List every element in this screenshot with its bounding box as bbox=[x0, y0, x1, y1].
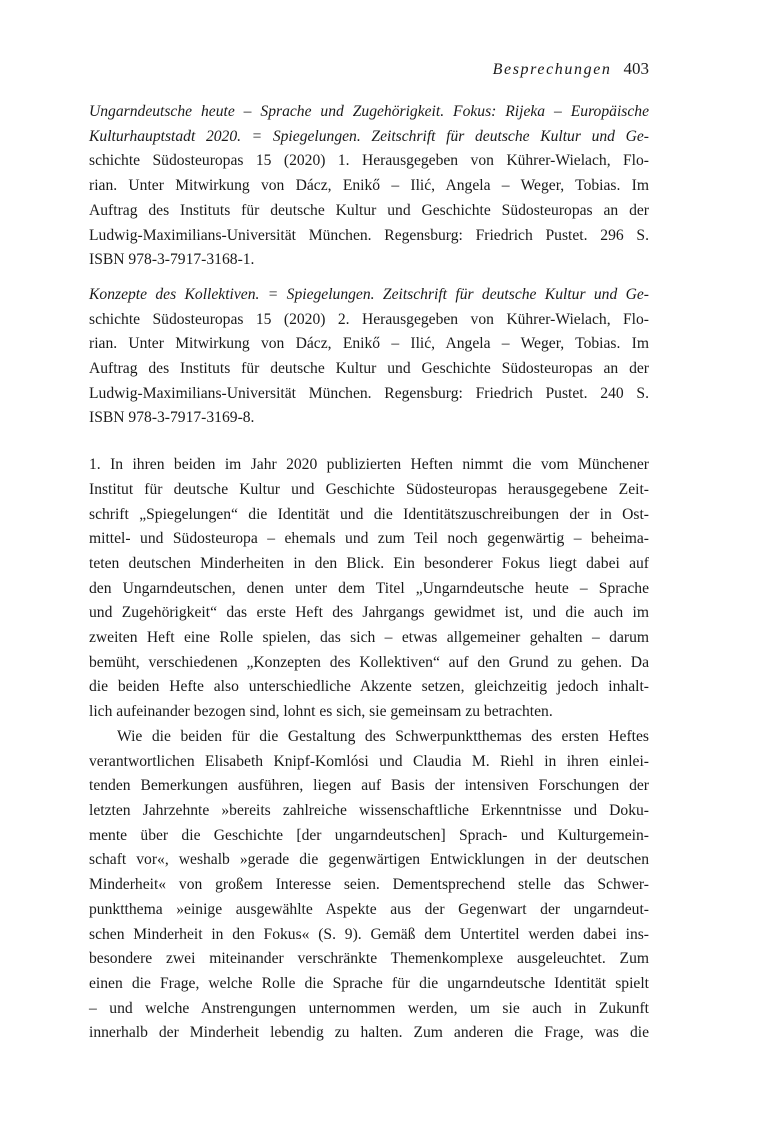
text-line: Konzepte des Kollektiven. = Spiegelungen. Zeitschrift für deutsche Kultur und Ge- bbox=[89, 285, 649, 303]
text-line: schichte Südosteuropas 15 (2020) 1. Herausgegeben von Kührer-Wielach, Flo- bbox=[89, 152, 649, 170]
text-line: Minderheit« von großem Interesse seien. Dementsprechend stelle das Schwer- bbox=[89, 876, 649, 894]
text-line: ISBN 978-3-7917-3169-8. bbox=[89, 409, 255, 427]
text-line: – und welche Anstrengungen unternommen werden, um sie auch in Zukunft bbox=[89, 999, 649, 1017]
text-line: schaft vor«, weshalb »gerade die gegenwärtigen Entwicklungen in der deutschen bbox=[89, 851, 649, 869]
text-line: rian. Unter Mitwirkung von Dácz, Enikő – Ilić, Angela – Weger, Tobias. Im bbox=[89, 335, 649, 353]
text-line: Auftrag des Instituts für deutsche Kultur und Geschichte Südosteuropas an der bbox=[89, 201, 649, 219]
text-line: letzten Jahrzehnte »bereits zahlreiche wissenschaftliche Erkenntnisse und Doku- bbox=[89, 801, 649, 819]
text-line: rian. Unter Mitwirkung von Dácz, Enikő – Ilić, Angela – Weger, Tobias. Im bbox=[89, 177, 649, 195]
text-line: bemüht, verschiedenen „Konzepten des Kollektiven“ auf den Grund zu gehen. Da bbox=[89, 653, 649, 671]
text-body bbox=[89, 100, 649, 1046]
text-line: Ludwig-Maximilians-Universität München. Regensburg: Friedrich Pustet. 240 S. bbox=[89, 384, 649, 402]
text-line: innerhalb der Minderheit lebendig zu halten. Zum anderen die Frage, was die bbox=[89, 1024, 649, 1042]
text-line: tenden Bemerkungen ausführen, liegen auf Basis der intensiven Forschungen der bbox=[89, 777, 649, 795]
text-line: zweiten Heft eine Rolle spielen, das sich – etwas allgemeiner gehalten – darum bbox=[89, 629, 649, 647]
page-number: 403 bbox=[623, 59, 649, 78]
text-line: lich aufeinander bezogen sind, lohnt es sich, sie gemeinsam zu betrachten. bbox=[89, 703, 553, 721]
text-line: Wie die beiden für die Gestaltung des Schwerpunktthemas des ersten Heftes bbox=[117, 727, 649, 745]
body-paragraph-2 bbox=[89, 725, 649, 1046]
text-line: einen die Frage, welche Rolle die Sprache für die ungarndeutsche Identität spielt bbox=[89, 974, 649, 992]
text-line: Auftrag des Instituts für deutsche Kultur und Geschichte Südosteuropas an der bbox=[89, 360, 649, 378]
text-line: die beiden Hefte also unterschiedliche Akzente setzen, gleichzeitig jedoch inhalt- bbox=[89, 678, 649, 696]
running-head bbox=[493, 58, 649, 81]
text-line: mente über die Geschichte [der ungarndeutschen] Sprach- und Kulturgemein- bbox=[89, 826, 649, 844]
text-line: verantwortlichen Elisabeth Knipf-Komlósi und Claudia M. Riehl in ihren einlei- bbox=[89, 752, 649, 770]
body-paragraph-1 bbox=[89, 453, 649, 725]
text-line: den Ungarndeutschen, denen unter dem Titel „Ungarndeutsche heute – Sprache bbox=[89, 579, 649, 597]
text-line: Ludwig-Maximilians-Universität München. Regensburg: Friedrich Pustet. 296 S. bbox=[89, 226, 649, 244]
text-line: besondere zwei miteinander verschränkte Themenkomplexe ausgeleuchtet. Zum bbox=[89, 950, 649, 968]
running-title: Besprechungen bbox=[492, 61, 612, 78]
text-line: und Zugehörigkeit“ das erste Heft des Jahrgangs gewidmet ist, und die auch im bbox=[89, 604, 649, 622]
text-line: schrift „Spiegelungen“ die Identität und die Identitätszuschreibungen der in Ost- bbox=[89, 505, 649, 523]
text-line: mittel- und Südosteuropa – ehemals und zum Teil noch gegenwärtig – beheima- bbox=[89, 530, 649, 548]
text-line: Ungarndeutsche heute – Sprache und Zugehörigkeit. Fokus: Rijeka – Europäische bbox=[89, 103, 649, 120]
text-line: punktthema »einige ausgewählte Aspekte aus der Gegenwart der ungarndeut- bbox=[89, 900, 649, 918]
text-line: schen Minderheit in den Fokus« (S. 9). Gemäß dem Untertitel werden dabei ins- bbox=[89, 925, 649, 943]
text-line: Institut für deutsche Kultur und Geschichte Südosteuropas herausgegebene Zeit- bbox=[89, 480, 649, 498]
text-line: ISBN 978-3-7917-3168-1. bbox=[89, 251, 255, 269]
text-line: Kulturhauptstadt 2020. = Spiegelungen. Zeitschrift für deutsche Kultur und Ge- bbox=[89, 127, 649, 145]
text-line: 1. In ihren beiden im Jahr 2020 publizierten Heften nimmt die vom Münchener bbox=[89, 456, 649, 474]
bibliographic-entry-2 bbox=[89, 283, 649, 431]
text-line: teten deutschen Minderheiten in den Blick. Ein besonderer Fokus liegt dabei auf bbox=[89, 554, 649, 572]
text-line: schichte Südosteuropas 15 (2020) 2. Herausgegeben von Kührer-Wielach, Flo- bbox=[89, 310, 649, 328]
bibliographic-entry-1 bbox=[89, 100, 649, 273]
